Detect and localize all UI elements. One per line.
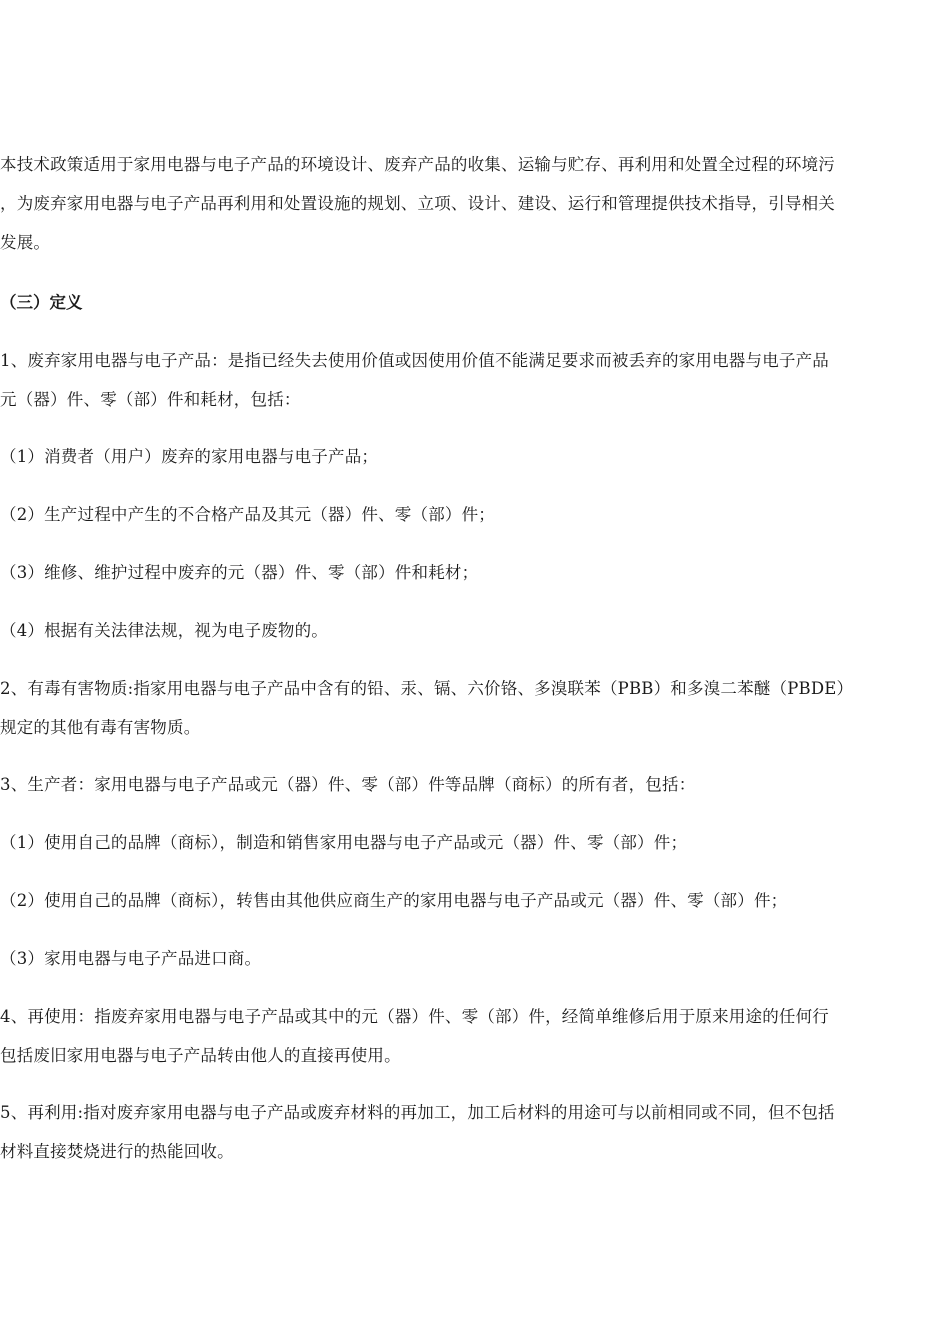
text-line: 包括废旧家用电器与电子产品转由他人的直接再使用。 <box>0 1046 401 1065</box>
list-item: （2）生产过程中产生的不合格产品及其元（器）件、零（部）件； <box>0 505 495 524</box>
text-line: 5、再利用:指对废弃家用电器与电子产品或废弃材料的再加工，加工后材料的用途可与以前相同或不同，但不包括 <box>0 1103 835 1122</box>
scope-paragraph <box>0 150 950 257</box>
text-line: 3、生产者：家用电器与电子产品或元（器）件、零（部）件等品牌（商标）的所有者，包括： <box>0 775 696 794</box>
text-line: 发展。 <box>0 233 51 252</box>
text-line: 规定的其他有毒有害物质。 <box>0 718 201 737</box>
text-line: 2、有毒有害物质:指家用电器与电子产品中含有的铅、汞、镉、六价铬、多溴联苯（PBB）和多溴二苯醚（PBDE） <box>0 679 854 698</box>
text-line: 元（器）件、零（部）件和耗材，包括： <box>0 390 301 409</box>
list-item: （3）家用电器与电子产品进口商。 <box>0 949 262 968</box>
definition-5 <box>0 1098 950 1166</box>
list-item: （4）根据有关法律法规，视为电子废物的。 <box>0 621 328 640</box>
list-item: （3）维修、维护过程中废弃的元（器）件、零（部）件和耗材； <box>0 563 479 582</box>
definition-3 <box>0 770 950 799</box>
definition-4 <box>0 1002 950 1070</box>
text-line: ，为废弃家用电器与电子产品再利用和处置设施的规划、立项、设计、建设、运行和管理提供技术指导，引导相关 <box>0 194 835 213</box>
text-line: 4、再使用：指废弃家用电器与电子产品或其中的元（器）件、零（部）件，经简单维修后用于原来用途的任何行 <box>0 1007 829 1026</box>
text-line: 材料直接焚烧进行的热能回收。 <box>0 1142 234 1161</box>
definition-2 <box>0 674 950 742</box>
text-line: 1、废弃家用电器与电子产品：是指已经失去使用价值或因使用价值不能满足要求而被丢弃的家用电器与电子产品 <box>0 351 829 370</box>
list-item: （1）使用自己的品牌（商标），制造和销售家用电器与电子产品或元（器）件、零（部）件； <box>0 833 688 852</box>
definition-1 <box>0 346 950 414</box>
section-heading: （三）定义 <box>0 293 83 312</box>
text-line: 本技术政策适用于家用电器与电子产品的环境设计、废弃产品的收集、运输与贮存、再利用和处置全过程的环境污 <box>0 155 835 174</box>
list-item: （2）使用自己的品牌（商标），转售由其他供应商生产的家用电器与电子产品或元（器）件、零（部）件； <box>0 891 788 910</box>
list-item: （1）消费者（用户）废弃的家用电器与电子产品； <box>0 447 379 466</box>
